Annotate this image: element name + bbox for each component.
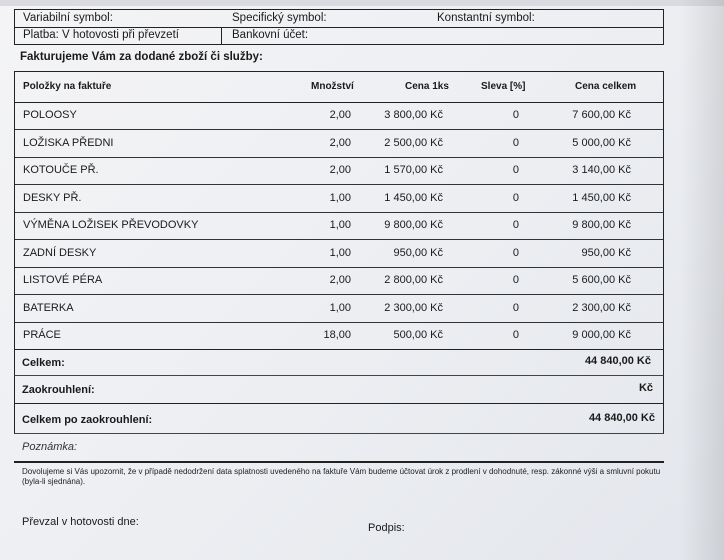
- specific-symbol-label: Specifický symbol:: [232, 12, 327, 24]
- item-unit-price: 3 800,00 Kč: [384, 109, 443, 121]
- item-quantity: 2,00: [329, 136, 351, 149]
- page-edge: [0, 0, 724, 6]
- item-unit-price: 2 500,00 Kč: [384, 136, 443, 149]
- item-quantity: 1,00: [329, 219, 351, 231]
- rounding-row: [14, 376, 664, 404]
- table-row: [15, 157, 663, 185]
- item-unit-price: 1 570,00 Kč: [384, 164, 443, 176]
- sum-row: [14, 349, 664, 376]
- item-unit-price: 1 450,00 Kč: [384, 191, 443, 204]
- item-name: BATERKA: [23, 301, 74, 314]
- constant-symbol-label: Konstantní symbol:: [437, 12, 535, 24]
- page-shadow: [680, 0, 724, 560]
- payment-method: Platba: V hotovosti při převzetí: [23, 29, 179, 41]
- info-divider: [221, 27, 222, 44]
- item-unit-price: 500,00 Kč: [393, 329, 443, 341]
- item-name: LOŽISKA PŘEDNI: [23, 136, 114, 149]
- item-total: 1 450,00 Kč: [572, 191, 631, 204]
- item-total: 950,00 Kč: [581, 246, 631, 259]
- item-total: 2 300,00 Kč: [572, 301, 631, 314]
- item-discount: 0: [512, 274, 519, 286]
- item-total: 9 000,00 Kč: [572, 329, 631, 341]
- table-row: [15, 240, 663, 268]
- item-total: 5 600,00 Kč: [572, 274, 631, 286]
- table-header: [15, 72, 663, 103]
- note-divider: [14, 461, 664, 463]
- table-row: [15, 102, 663, 130]
- col-quantity: Množství: [311, 81, 354, 92]
- item-total: 3 140,00 Kč: [572, 164, 631, 176]
- item-unit-price: 950,00 Kč: [393, 246, 443, 259]
- table-row: [15, 295, 663, 323]
- item-total: 5 000,00 Kč: [572, 136, 631, 149]
- item-name: LISTOVÉ PÉRA: [23, 274, 103, 286]
- item-discount: 0: [512, 219, 519, 231]
- item-discount: 0: [512, 191, 519, 204]
- invoice-heading: Fakturujeme Vám za dodané zboží či služby:: [20, 51, 263, 63]
- col-total-price: Cena celkem: [575, 81, 637, 92]
- table-row: [15, 267, 663, 295]
- signature-label: Podpis:: [368, 522, 405, 534]
- item-total: 7 600,00 Kč: [572, 109, 631, 121]
- rounded-total-label: Celkem po zaokrouhlení:: [22, 414, 153, 426]
- rounded-total-value: 44 840,00 Kč: [588, 412, 655, 424]
- item-quantity: 1,00: [329, 246, 351, 259]
- item-name: VÝMĚNA LOŽISEK PŘEVODOVKY: [23, 219, 199, 231]
- item-total: 9 800,00 Kč: [572, 219, 631, 231]
- col-items: Položky na faktuře: [23, 81, 112, 92]
- payment-info-box: [14, 9, 664, 45]
- item-quantity: 18,00: [323, 329, 351, 341]
- rounded-total-row: [14, 404, 664, 434]
- item-quantity: 1,00: [329, 191, 351, 204]
- symbols-row: [15, 10, 663, 28]
- item-name: DESKY PŘ.: [23, 191, 82, 204]
- payment-row: [15, 27, 663, 44]
- item-discount: 0: [512, 329, 519, 341]
- item-discount: 0: [512, 301, 519, 314]
- item-unit-price: 2 800,00 Kč: [384, 274, 443, 286]
- table-row: [15, 130, 663, 158]
- col-unit-price: Cena 1ks: [405, 81, 449, 92]
- item-name: ZADNÍ DESKY: [23, 246, 97, 259]
- rounding-label: Zaokrouhlení:: [22, 384, 95, 396]
- col-discount: Sleva [%]: [481, 81, 526, 92]
- item-name: POLOOSY: [23, 109, 77, 121]
- rounding-value: Kč: [638, 382, 653, 394]
- table-row: [15, 212, 663, 240]
- item-name: PRÁCE: [23, 329, 61, 341]
- variable-symbol-label: Variabilní symbol:: [23, 12, 113, 24]
- bank-account-label: Bankovní účet:: [232, 29, 309, 41]
- item-quantity: 2,00: [329, 274, 351, 286]
- item-unit-price: 9 800,00 Kč: [384, 219, 443, 231]
- note-label: Poznámka:: [22, 441, 78, 453]
- late-payment-disclaimer: Dovolujeme si Vás upozornit, že v případě nedodržení data splatnosti uvedeného na faktuře Vám budeme účtovat úrok z prodlení v dohodnuté, resp. zákonné výši a smluvní pokutu (byla-li sjednána).: [22, 467, 661, 486]
- invoice-items-table: [14, 71, 664, 349]
- item-unit-price: 2 300,00 Kč: [384, 301, 443, 314]
- table-row: [15, 185, 663, 213]
- item-quantity: 1,00: [329, 301, 351, 314]
- sum-label: Celkem:: [22, 357, 65, 369]
- item-discount: 0: [512, 164, 519, 176]
- sum-value: 44 840,00 Kč: [584, 355, 651, 367]
- item-quantity: 2,00: [329, 109, 351, 121]
- item-quantity: 2,00: [329, 164, 351, 176]
- item-discount: 0: [512, 136, 519, 149]
- table-row: [15, 322, 663, 350]
- item-discount: 0: [512, 246, 519, 259]
- item-name: KOTOUČE PŘ.: [23, 164, 99, 176]
- item-discount: 0: [512, 109, 519, 121]
- received-cash-label: Převzal v hotovosti dne:: [22, 516, 139, 528]
